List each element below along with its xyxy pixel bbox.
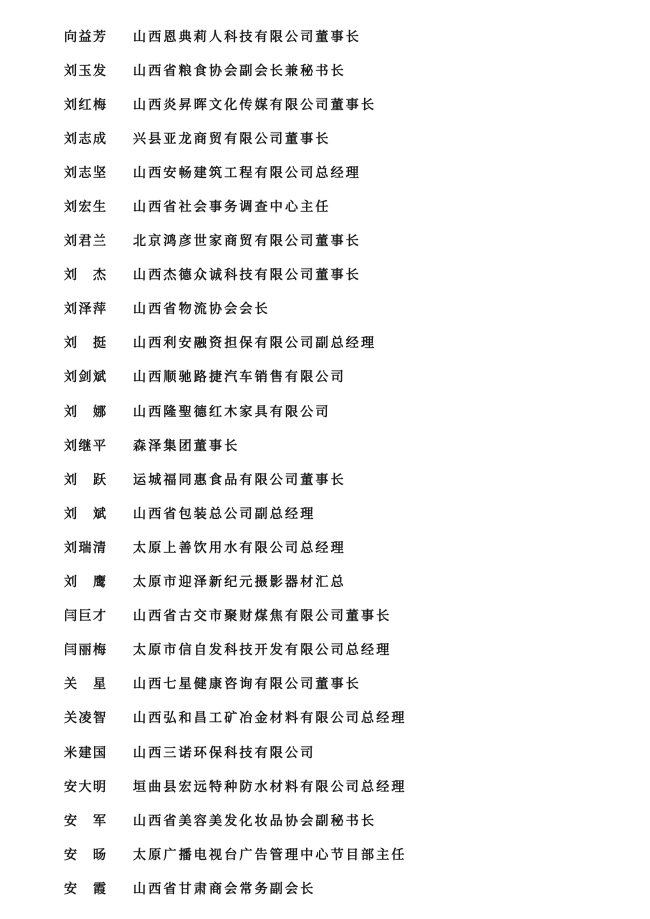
list-item xyxy=(64,257,624,291)
member-name: 闫巨才 xyxy=(64,609,108,625)
list-item xyxy=(64,632,624,666)
member-name: 刘继平 xyxy=(64,438,108,454)
member-title: 兴县亚龙商贸有限公司董事长 xyxy=(133,131,331,147)
member-title: 山西弘和昌工矿冶金材料有限公司总经理 xyxy=(133,711,407,727)
list-item xyxy=(64,836,624,870)
member-name: 关 星 xyxy=(64,677,108,693)
list-item xyxy=(64,734,624,768)
member-name: 安 霞 xyxy=(64,881,108,897)
member-title: 山西三诺环保科技有限公司 xyxy=(133,745,316,761)
list-item xyxy=(64,18,624,52)
list-item xyxy=(64,393,624,427)
member-name: 安 军 xyxy=(64,813,108,829)
member-title: 太原上善饮用水有限公司总经理 xyxy=(133,540,346,556)
list-item xyxy=(64,700,624,734)
list-item xyxy=(64,529,624,563)
member-title: 山西杰德众诚科技有限公司董事长 xyxy=(133,268,362,284)
member-name: 刘志成 xyxy=(64,131,108,147)
list-item xyxy=(64,154,624,188)
list-item xyxy=(64,188,624,222)
member-title: 北京鸿彦世家商贸有限公司董事长 xyxy=(133,234,362,250)
member-name: 刘 跃 xyxy=(64,472,108,488)
list-item xyxy=(64,120,624,154)
member-title: 太原广播电视台广告管理中心节目部主任 xyxy=(133,847,407,863)
member-name: 安大明 xyxy=(64,779,108,795)
list-item xyxy=(64,359,624,393)
list-item xyxy=(64,564,624,598)
member-name: 刘 挺 xyxy=(64,336,108,352)
member-title: 山西省物流协会会长 xyxy=(133,302,270,318)
member-title: 太原市迎泽新纪元摄影器材汇总 xyxy=(133,575,346,591)
list-item xyxy=(64,598,624,632)
member-title: 山西省古交市聚财煤焦有限公司董事长 xyxy=(133,609,392,625)
member-name: 闫丽梅 xyxy=(64,643,108,659)
member-name: 刘泽萍 xyxy=(64,302,108,318)
list-item xyxy=(64,495,624,529)
member-title: 山西隆聖德红木家具有限公司 xyxy=(133,404,331,420)
member-title: 山西省粮食协会副会长兼秘书长 xyxy=(133,63,346,79)
member-title: 山西炎昇晖文化传媒有限公司董事长 xyxy=(133,97,377,113)
list-item xyxy=(64,870,624,904)
list-item xyxy=(64,325,624,359)
list-item xyxy=(64,291,624,325)
member-title: 森泽集团董事长 xyxy=(133,438,240,454)
member-name: 刘玉发 xyxy=(64,63,108,79)
list-item xyxy=(64,223,624,257)
member-title: 山西恩典莉人科技有限公司董事长 xyxy=(133,29,362,45)
member-name: 刘 斌 xyxy=(64,506,108,522)
list-item xyxy=(64,802,624,836)
list-item xyxy=(64,86,624,120)
member-name: 刘君兰 xyxy=(64,234,108,250)
member-list xyxy=(64,18,624,904)
member-name: 向益芳 xyxy=(64,29,108,45)
list-item xyxy=(64,52,624,86)
member-name: 刘剑斌 xyxy=(64,370,108,386)
member-name: 刘 鹰 xyxy=(64,575,108,591)
member-title: 山西顺驰路捷汽车销售有限公司 xyxy=(133,370,346,386)
member-title: 山西省甘肃商会常务副会长 xyxy=(133,881,316,897)
member-title: 山西利安融资担保有限公司副总经理 xyxy=(133,336,377,352)
member-name: 安 旸 xyxy=(64,847,108,863)
member-title: 山西省美容美发化妆品协会副秘书长 xyxy=(133,813,377,829)
member-title: 垣曲县宏远特种防水材料有限公司总经理 xyxy=(133,779,407,795)
member-title: 山西安畅建筑工程有限公司总经理 xyxy=(133,165,362,181)
member-name: 刘 杰 xyxy=(64,268,108,284)
list-item xyxy=(64,666,624,700)
member-name: 刘宏生 xyxy=(64,200,108,216)
member-title: 山西七星健康咨询有限公司董事长 xyxy=(133,677,362,693)
member-name: 刘瑞清 xyxy=(64,540,108,556)
member-name: 刘红梅 xyxy=(64,97,108,113)
member-name: 关凌智 xyxy=(64,711,108,727)
member-name: 刘 娜 xyxy=(64,404,108,420)
member-title: 太原市信自发科技开发有限公司总经理 xyxy=(133,643,392,659)
list-item xyxy=(64,461,624,495)
member-title: 山西省社会事务调查中心主任 xyxy=(133,200,331,216)
member-title: 山西省包装总公司副总经理 xyxy=(133,506,316,522)
member-name: 米建国 xyxy=(64,745,108,761)
list-item xyxy=(64,768,624,802)
member-name: 刘志坚 xyxy=(64,165,108,181)
member-title: 运城福同惠食品有限公司董事长 xyxy=(133,472,346,488)
list-item xyxy=(64,427,624,461)
